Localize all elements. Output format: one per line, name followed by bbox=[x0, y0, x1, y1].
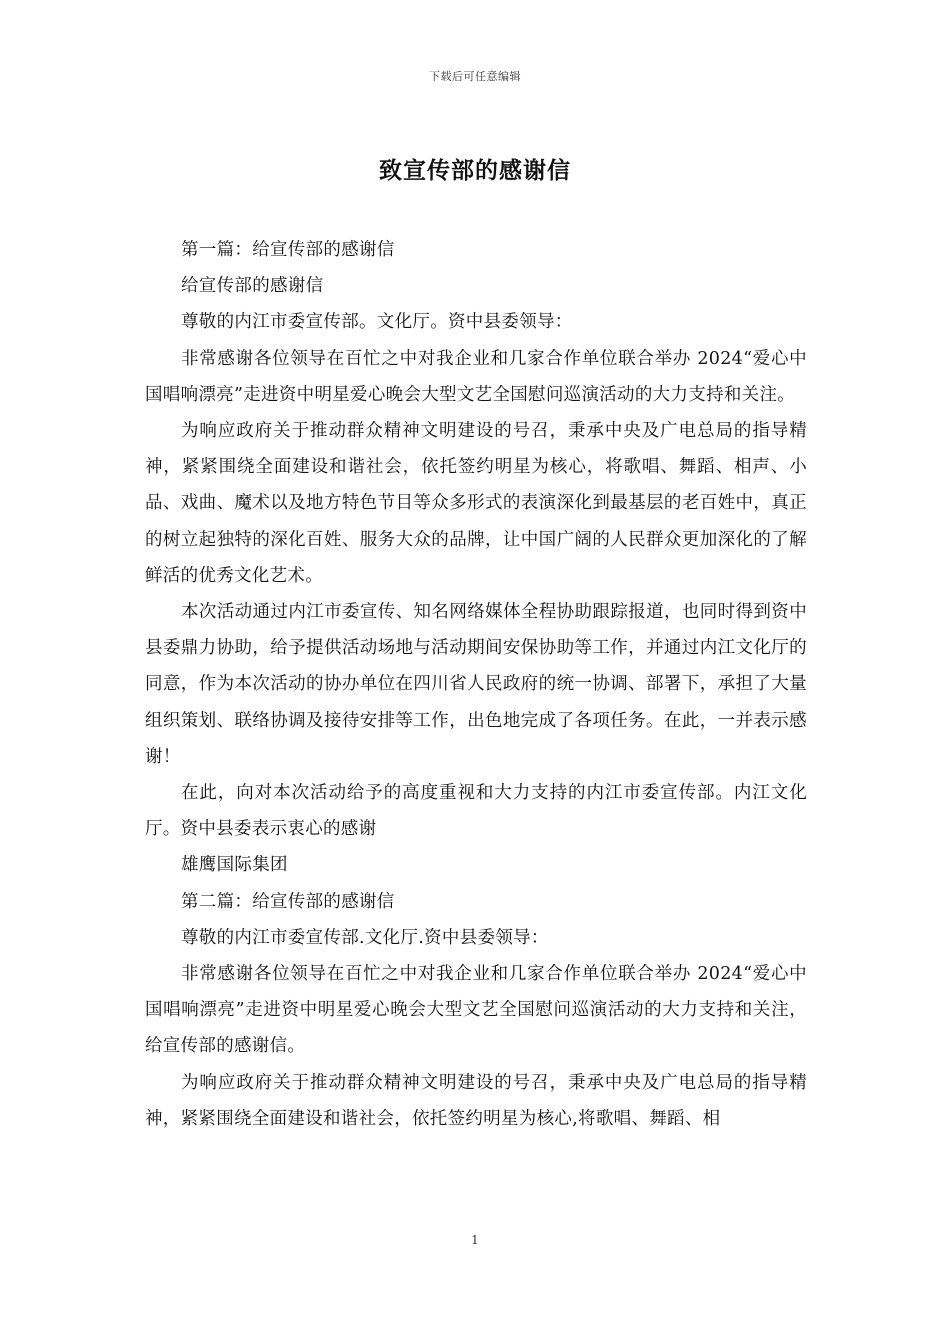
header-note: 下载后可任意编辑 bbox=[429, 70, 521, 83]
signature: 雄鹰国际集团 bbox=[181, 855, 288, 876]
paragraph: 非常感谢各位领导在百忙之中对我企业和几家合作单位联合举办 2024“爱心中国唱响漂亮”走进资中明星爱心晚会大型文艺全国慰问巡演活动的大力支持和关注，给宣传部的感谢信。 bbox=[145, 964, 807, 1057]
paragraph: 为响应政府关于推动群众精神文明建设的号召，秉承中央及广电总局的指导精神，紧紧围绕全面建设和谐社会，依托签约明星为核心，将歌唱、舞蹈、相声、小品、戏曲、魔术以及地方特色节目等众多形式的表演深化到最基层的老百姓中，真正的树立起独特的深化百姓、服务大众的品牌，让中国广阔的人民群众更加深化的了解鲜活的优秀文化艺术。 bbox=[145, 421, 807, 586]
paragraph: 本次活动通过内江市委宣传、知名网络媒体全程协助跟踪报道，也同时得到资中县委鼎力协助，给予提供活动场地与活动期间安保协助等工作，并通过内江文化厅的同意，作为本次活动的协办单位在四川省人民政府的统一协调、部署下，承担了大量组织策划、联络协调及接待安排等工作，出色地完成了各项任务。在此，一并表示感谢！ bbox=[145, 602, 807, 767]
salutation-2: 尊敬的内江市委宣传部.文化厅.资中县委领导： bbox=[181, 927, 549, 948]
paragraph: 为响应政府关于推动群众精神文明建设的号召，秉承中央及广电总局的指导精神，紧紧围绕全面建设和谐社会，依托签约明星为核心,将歌唱、舞蹈、相 bbox=[145, 1072, 807, 1129]
section-heading-2: 第二篇：给宣传部的感谢信 bbox=[181, 891, 395, 912]
page-number: 1 bbox=[471, 1233, 479, 1247]
salutation-1: 尊敬的内江市委宣传部。文化厅。资中县委领导： bbox=[181, 312, 573, 333]
paragraph: 非常感谢各位领导在百忙之中对我企业和几家合作单位联合举办 2024“爱心中国唱响漂亮”走进资中明星爱心晚会大型文艺全国慰问巡演活动的大力支持和关注。 bbox=[145, 348, 807, 405]
paragraph: 在此，向对本次活动给予的高度重视和大力支持的内江市委宣传部。内江文化厅。资中县委表示衷心的感谢 bbox=[145, 783, 807, 840]
document-title: 致宣传部的感谢信 bbox=[379, 158, 571, 184]
section-heading-1: 第一篇：给宣传部的感谢信 bbox=[181, 240, 395, 260]
document-body bbox=[145, 232, 807, 1137]
letter-subtitle: 给宣传部的感谢信 bbox=[181, 276, 324, 297]
